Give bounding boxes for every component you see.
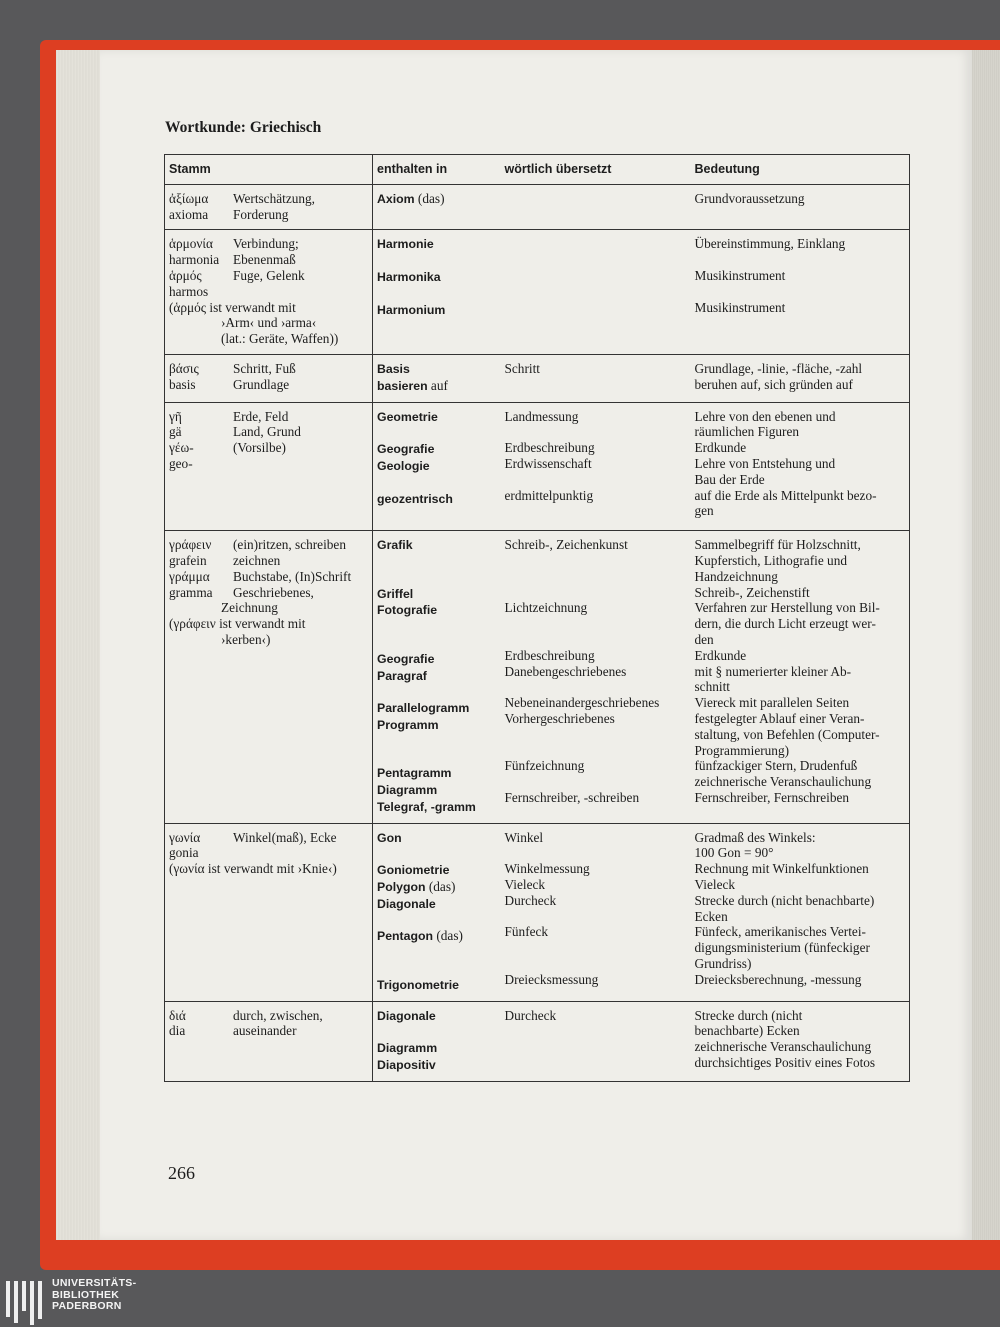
term-line (377, 302, 497, 319)
stamm-line (169, 585, 368, 601)
stamm-word: (γωνία ist verwandt mit ›Knie‹) (169, 861, 337, 877)
stamm-word: γράμμα (169, 568, 210, 584)
stamm-word: (ἁρμός ist verwandt mit (169, 299, 296, 315)
term: Geometrie (377, 409, 438, 424)
column-header-woertlich: wörtlich übersetzt (501, 155, 691, 185)
enthalten-cell (373, 823, 501, 1001)
stamm-line (169, 845, 368, 861)
enthalten-cell (373, 531, 501, 824)
meaning-line: Gradmaß des Winkels: (694, 829, 816, 845)
stamm-line (169, 616, 368, 632)
stamm-meaning: Fuge, Gelenk (233, 267, 305, 283)
page-stack-edge (56, 50, 104, 1240)
term: Grafik (377, 538, 413, 553)
meaning-line: digungsministerium (fünfeckiger (694, 940, 870, 956)
spacer (505, 940, 687, 956)
literal-translation: Fünfzeichnung (504, 758, 585, 774)
term-line (377, 896, 497, 913)
stamm-meaning: Verbindung; (233, 236, 299, 252)
term-line (377, 830, 497, 847)
stamm-line (169, 1023, 368, 1039)
enthalten-cell (373, 354, 501, 402)
literal-translation: Fernschreiber, -schreiben (504, 789, 640, 805)
term-line (377, 269, 497, 286)
stamm-meaning: Schritt, Fuß (233, 360, 296, 376)
stamm-line (169, 553, 368, 569)
meaning-line: Handzeichnung (694, 568, 778, 584)
term-line (377, 236, 497, 253)
term: Diagramm (377, 1041, 438, 1056)
term-suffix: (das) (425, 879, 456, 895)
stamm-line (169, 456, 368, 472)
stamm-line (169, 409, 368, 425)
stamm-meaning: Zeichnung (221, 600, 278, 616)
stamm-meaning: (lat.: Geräte, Waffen)) (221, 331, 339, 347)
literal-translation: Vieleck (504, 877, 546, 893)
library-logo-line: PADERBORN (52, 1300, 122, 1312)
stamm-line (169, 300, 368, 316)
meaning-line: Kupferstich, Lithografie und (694, 552, 847, 568)
stamm-meaning: auseinander (233, 1023, 297, 1039)
literal-translation: Fünfeck (504, 924, 549, 940)
stamm-line (169, 440, 368, 456)
bedeutung-cell (691, 230, 910, 355)
meaning-line: Verfahren zur Herstellung von Bil- (694, 600, 880, 616)
meaning-line: Fünfeck, amerikanisches Vertei- (694, 924, 866, 940)
stamm-line (169, 424, 368, 440)
term-line (377, 668, 497, 685)
term-line (377, 651, 497, 668)
meaning-line: Grundlage, -linie, -fläche, -zahl (694, 360, 863, 376)
term: Harmonie (377, 237, 434, 252)
library-logo-line: BIBLIOTHEK (52, 1288, 120, 1301)
stamm-word: ἁρμός (169, 267, 202, 283)
page-heading: Wortkunde: Griechisch (165, 119, 322, 136)
term-line (377, 862, 497, 879)
meaning-line: Ecken (694, 908, 728, 924)
spacer (377, 961, 497, 977)
stamm-meaning: ›kerben‹) (221, 631, 271, 647)
stamm-meaning: Grundlage (233, 376, 290, 392)
stamm-word: basis (169, 376, 196, 392)
meaning-line: beruhen auf, sich gründen auf (694, 376, 853, 392)
spacer (377, 913, 497, 929)
term: Geografie (377, 442, 435, 457)
stamm-word: διά (169, 1007, 186, 1023)
spacer (505, 1023, 687, 1039)
stamm-line (169, 331, 368, 347)
stamm-line (169, 600, 368, 616)
meaning-line: Schreib-, Zeichenstift (694, 584, 810, 600)
literal-translation: Landmessung (504, 408, 579, 424)
meaning-line: Vieleck (694, 877, 736, 893)
stamm-word: gonia (169, 845, 199, 861)
meaning-line: Musikinstrument (694, 268, 786, 284)
meaning-line: Programmierung) (694, 742, 790, 758)
bedeutung-cell (691, 184, 910, 230)
stamm-line (169, 1008, 368, 1024)
table-row (165, 1001, 910, 1081)
meaning-line: Grundvoraussetzung (694, 190, 805, 206)
stamm-line (169, 537, 368, 553)
spacer (377, 846, 497, 862)
stamm-meaning: (Vorsilbe) (233, 440, 286, 456)
meaning-line: Sammelbegriff für Holzschnitt, (694, 537, 861, 553)
stamm-meaning: Wertschätzung, (233, 190, 316, 206)
term-line (377, 977, 497, 994)
spacer (377, 945, 497, 961)
spacer (377, 425, 497, 441)
literal-translation: Winkelmessung (504, 861, 590, 877)
spacer (377, 570, 497, 586)
literal-translation: Erdwissenschaft (504, 455, 592, 471)
stamm-line (169, 361, 368, 377)
meaning-line: gen (694, 503, 714, 519)
table-row (165, 823, 910, 1001)
page-number: 266 (168, 1163, 195, 1183)
table-body (165, 184, 910, 1081)
term-line (377, 782, 497, 799)
enthalten-cell (373, 230, 501, 355)
term: Gon (377, 830, 402, 845)
stamm-line (169, 377, 368, 393)
term-line (377, 928, 497, 945)
spacer (377, 734, 497, 750)
meaning-line: Strecke durch (nicht benachbarte) (694, 892, 875, 908)
stamm-cell (165, 531, 373, 824)
spacer (505, 616, 687, 632)
meaning-line: Erdkunde (694, 440, 747, 456)
meaning-line: Strecke durch (nicht (694, 1007, 803, 1023)
meaning-line: Viereck mit parallelen Seiten (694, 695, 850, 711)
stamm-meaning: Winkel(maß), Ecke (233, 829, 337, 845)
spacer (505, 956, 687, 972)
table-row (165, 184, 910, 230)
term: Geologie (377, 458, 430, 473)
literal-translation (505, 300, 687, 316)
stamm-line (169, 236, 368, 252)
spacer (377, 507, 497, 523)
term-line (377, 1008, 497, 1025)
term: Paragraf (377, 668, 427, 683)
spacer (505, 569, 687, 585)
term-line (377, 799, 497, 816)
spacer (377, 286, 497, 302)
stamm-word: harmonia (169, 252, 220, 268)
term: Programm (377, 717, 439, 732)
vocabulary-table (164, 154, 910, 1082)
stamm-line (169, 861, 368, 877)
term-line (377, 458, 497, 475)
stamm-word: axioma (169, 206, 209, 222)
meaning-line: staltung, von Befehlen (Computer- (694, 726, 880, 742)
meaning-line: zeichnerische Veranschaulichung (694, 774, 872, 790)
literal-translation: Erdbeschreibung (504, 647, 595, 663)
spacer (505, 727, 687, 743)
bedeutung-cell (691, 402, 910, 531)
stamm-meaning: ›Arm‹ und ›arma‹ (221, 315, 317, 331)
spacer (505, 553, 687, 569)
stamm-line (169, 315, 368, 331)
literal-translation: Durcheck (504, 1007, 557, 1023)
literal-translation (505, 774, 687, 790)
spacer (505, 424, 687, 440)
term-line (377, 537, 497, 554)
table-row (165, 230, 910, 355)
meaning-line: Lehre von den ebenen und (694, 408, 836, 424)
term-line (377, 378, 497, 395)
term: Pentagramm (377, 766, 452, 781)
stamm-line (169, 284, 368, 300)
literal-translation: Erdbeschreibung (504, 440, 595, 456)
literal-translation: Durcheck (504, 892, 557, 908)
literal-translation: Dreiecksmessung (504, 971, 599, 987)
stamm-cell (165, 823, 373, 1001)
stamm-meaning: Ebenenmaß (233, 252, 296, 268)
stamm-line (169, 830, 368, 846)
spacer (695, 284, 906, 300)
spacer (377, 253, 497, 269)
term-line (377, 1057, 497, 1074)
term-line (377, 602, 497, 619)
spacer (505, 252, 687, 268)
meaning-line: fünfzackiger Stern, Drudenfuß (694, 758, 858, 774)
stamm-line (169, 632, 368, 648)
term: Telegraf, -gramm (377, 799, 476, 814)
literal-translation: Nebeneinandergeschriebenes (504, 695, 660, 711)
table-row (165, 402, 910, 531)
meaning-line: mit § numerierter kleiner Ab- (694, 663, 852, 679)
woertlich-cell (501, 1001, 691, 1081)
meaning-line: Grundriss) (694, 956, 752, 972)
stamm-word: gä (169, 424, 182, 440)
term: Axiom (377, 191, 415, 206)
bedeutung-cell (691, 354, 910, 402)
stamm-word: (γράφειν ist verwandt mit (169, 616, 306, 632)
term: Harmonika (377, 270, 441, 285)
spacer (505, 909, 687, 925)
table-row (165, 354, 910, 402)
meaning-line: 100 Gon = 90° (694, 845, 774, 861)
stamm-word: harmos (169, 283, 209, 299)
literal-translation: Schreib-, Zeichenkunst (504, 537, 628, 553)
spacer (505, 679, 687, 695)
spacer (695, 252, 906, 268)
meaning-line: Übereinstimmung, Einklang (694, 236, 846, 252)
meaning-line: Erdkunde (694, 647, 747, 663)
stamm-word: γράφειν (169, 537, 212, 553)
stamm-word: gramma (169, 584, 213, 600)
spacer (377, 635, 497, 651)
literal-translation (505, 1039, 687, 1055)
column-header-stamm: Stamm (165, 155, 373, 185)
term: Diapositiv (377, 1058, 436, 1073)
term: basieren (377, 378, 428, 393)
spacer (377, 475, 497, 491)
literal-translation: Danebengeschriebenes (504, 663, 627, 679)
enthalten-cell (373, 1001, 501, 1081)
meaning-line: auf die Erde als Mittelpunkt bezo- (694, 487, 877, 503)
spacer (505, 472, 687, 488)
literal-translation (505, 191, 687, 207)
meaning-line: schnitt (694, 679, 730, 695)
column-header-bedeutung: Bedeutung (691, 155, 910, 185)
stamm-meaning: Forderung (233, 206, 289, 222)
spacer (505, 632, 687, 648)
woertlich-cell (501, 184, 691, 230)
woertlich-cell (501, 402, 691, 531)
literal-translation: Winkel (504, 829, 544, 845)
stamm-word: ἁρμονία (169, 236, 213, 252)
stamm-word: dia (169, 1023, 186, 1039)
term-line (377, 765, 497, 782)
stamm-meaning: Erde, Feld (233, 408, 289, 424)
spacer (505, 743, 687, 759)
term-suffix: auf (427, 377, 448, 393)
meaning-line: Lehre von Entstehung und (694, 455, 836, 471)
literal-translation (505, 268, 687, 284)
meaning-line: Musikinstrument (694, 299, 786, 315)
stamm-meaning: (ein)ritzen, schreiben (233, 537, 346, 553)
term: Pentagon (377, 929, 434, 944)
meaning-line: räumlichen Figuren (694, 424, 799, 440)
stamm-meaning: durch, zwischen, (233, 1007, 323, 1023)
page-stack-edge-right (972, 50, 1000, 1240)
stamm-word: grafein (169, 552, 207, 568)
woertlich-cell (501, 354, 691, 402)
stamm-line (169, 191, 368, 207)
stamm-meaning: Buchstabe, (In)Schrift (233, 568, 352, 584)
stamm-line (169, 207, 368, 223)
term: Geografie (377, 651, 435, 666)
meaning-line: benachbarte) Ecken (694, 1023, 800, 1039)
stamm-cell (165, 354, 373, 402)
term: Griffel (377, 586, 414, 601)
term-line (377, 361, 497, 378)
woertlich-cell (501, 230, 691, 355)
meaning-line: Rechnung mit Winkelfunktionen (694, 861, 869, 877)
term: Diagonale (377, 1008, 436, 1023)
woertlich-cell (501, 823, 691, 1001)
term-line (377, 700, 497, 717)
term: Trigonometrie (377, 977, 459, 992)
literal-translation (505, 1055, 687, 1071)
spacer (505, 845, 687, 861)
stamm-meaning: Geschriebenes, (233, 584, 314, 600)
term-line (377, 879, 497, 896)
spacer (505, 284, 687, 300)
term-line (377, 191, 497, 208)
term-line (377, 409, 497, 426)
term: Diagonale (377, 896, 436, 911)
term: Goniometrie (377, 863, 450, 878)
column-header-enthalten: enthalten in (373, 155, 501, 185)
library-logo-line: UNIVERSITÄTS- (52, 1277, 137, 1289)
stamm-word: γῆ (169, 408, 182, 424)
stamm-meaning: zeichnen (233, 552, 281, 568)
library-logo-text (52, 1278, 136, 1313)
term: Harmonium (377, 302, 446, 317)
term-line (377, 586, 497, 603)
term: geozentrisch (377, 491, 453, 506)
literal-translation: Schritt (504, 360, 540, 376)
stamm-cell (165, 1001, 373, 1081)
spacer (377, 554, 497, 570)
term-suffix: (das) (433, 928, 463, 944)
stamm-word: geo- (169, 455, 193, 471)
stamm-word: γωνία (169, 829, 201, 845)
meaning-line: Bau der Erde (694, 471, 765, 487)
term: Polygon (377, 880, 426, 895)
literal-translation (505, 585, 687, 601)
spacer (377, 750, 497, 766)
literal-translation (505, 236, 687, 252)
bedeutung-cell (691, 823, 910, 1001)
stamm-cell (165, 230, 373, 355)
table-header-row (165, 155, 910, 185)
enthalten-cell (373, 184, 501, 230)
meaning-line: zeichnerische Veranschaulichung (694, 1039, 872, 1055)
woertlich-cell (501, 531, 691, 824)
stamm-word: ἀξίωμα (169, 190, 209, 206)
spacer (377, 684, 497, 700)
stamm-line (169, 252, 368, 268)
term: Fotografie (377, 603, 438, 618)
spacer (505, 503, 687, 519)
meaning-line: durchsichtiges Positiv eines Fotos (694, 1055, 876, 1071)
term-line (377, 441, 497, 458)
literal-translation: erdmittelpunktig (504, 487, 594, 503)
meaning-line: dern, die durch Licht erzeugt wer- (694, 616, 876, 632)
term-line (377, 717, 497, 734)
meaning-line: Fernschreiber, Fernschreiben (694, 789, 850, 805)
meaning-line: festgelegter Ablauf einer Veran- (694, 710, 865, 726)
literal-translation: Lichtzeichnung (504, 600, 588, 616)
enthalten-cell (373, 402, 501, 531)
spacer (377, 619, 497, 635)
meaning-line: Dreiecksberechnung, -messung (694, 971, 862, 987)
bedeutung-cell (691, 531, 910, 824)
bedeutung-cell (691, 1001, 910, 1081)
term: Diagramm (377, 783, 438, 798)
term-line (377, 1040, 497, 1057)
spacer (377, 1024, 497, 1040)
term-suffix: (das) (414, 190, 445, 206)
table-row (165, 531, 910, 824)
term: Basis (377, 361, 410, 376)
stamm-cell (165, 402, 373, 531)
stamm-meaning: Land, Grund (233, 424, 301, 440)
stamm-line (169, 268, 368, 284)
term-line (377, 491, 497, 508)
stamm-line (169, 569, 368, 585)
meaning-line: den (694, 631, 714, 647)
literal-translation: Vorhergeschriebenes (504, 710, 615, 726)
literal-translation (505, 377, 687, 393)
stamm-cell (165, 184, 373, 230)
term: Parallelogramm (377, 701, 470, 716)
stamm-word: βάσις (169, 360, 199, 376)
stamm-word: γέω- (169, 440, 194, 456)
